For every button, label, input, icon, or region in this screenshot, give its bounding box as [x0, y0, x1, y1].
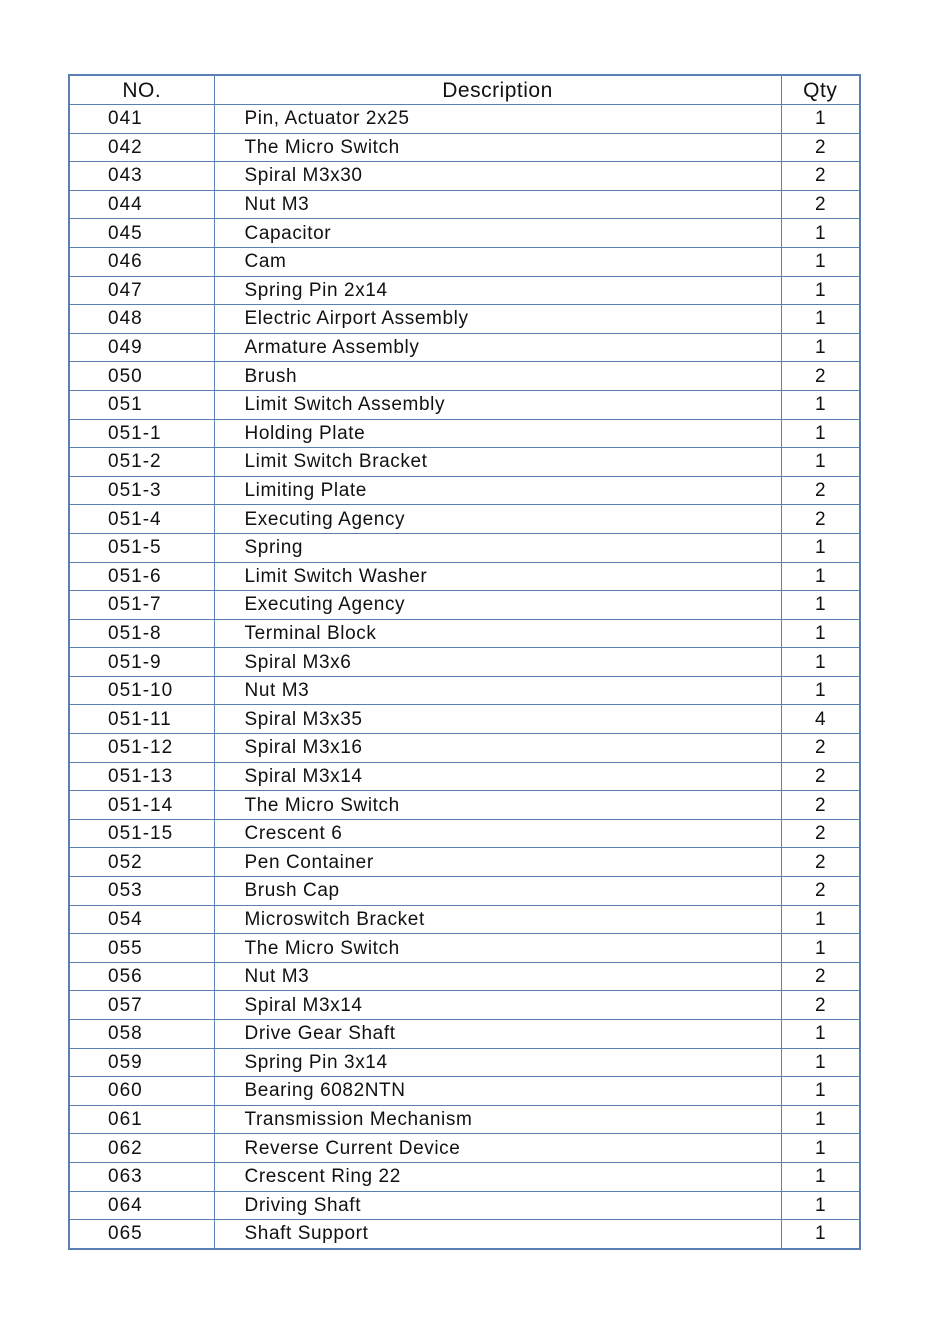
table-row: [69, 533, 860, 562]
description-cell: The Micro Switch: [214, 934, 781, 963]
qty-cell: 1: [781, 1077, 860, 1106]
qty-cell: 2: [781, 991, 860, 1020]
qty-cell: 1: [781, 591, 860, 620]
qty-cell: 1: [781, 333, 860, 362]
part-number-cell: 051-11: [69, 705, 214, 734]
description-cell: Pin, Actuator 2x25: [214, 105, 781, 134]
table-row: [69, 1220, 860, 1249]
description-cell: Reverse Current Device: [214, 1134, 781, 1163]
table-row: [69, 962, 860, 991]
table-row: [69, 448, 860, 477]
qty-cell: 1: [781, 448, 860, 477]
description-cell: Spring Pin 3x14: [214, 1048, 781, 1077]
description-cell: Holding Plate: [214, 419, 781, 448]
description-cell: Spiral M3x6: [214, 648, 781, 677]
qty-cell: 1: [781, 219, 860, 248]
table-row: [69, 362, 860, 391]
description-cell: Terminal Block: [214, 619, 781, 648]
description-cell: Executing Agency: [214, 591, 781, 620]
part-number-cell: 055: [69, 934, 214, 963]
table-row: [69, 1105, 860, 1134]
description-cell: Cam: [214, 247, 781, 276]
part-number-cell: 051-6: [69, 562, 214, 591]
table-row: [69, 562, 860, 591]
parts-list-table: [68, 74, 861, 1250]
table-row: [69, 819, 860, 848]
part-number-cell: 059: [69, 1048, 214, 1077]
table-row: [69, 591, 860, 620]
part-number-cell: 051-5: [69, 533, 214, 562]
qty-cell: 1: [781, 390, 860, 419]
description-cell: Drive Gear Shaft: [214, 1020, 781, 1049]
qty-cell: 2: [781, 162, 860, 191]
table-row: [69, 734, 860, 763]
part-number-cell: 057: [69, 991, 214, 1020]
qty-cell: 1: [781, 1048, 860, 1077]
part-number-cell: 051-9: [69, 648, 214, 677]
description-cell: The Micro Switch: [214, 133, 781, 162]
part-number-cell: 051-8: [69, 619, 214, 648]
description-cell: Spiral M3x14: [214, 762, 781, 791]
description-cell: Nut M3: [214, 676, 781, 705]
header-row: [69, 75, 860, 105]
description-cell: Bearing 6082NTN: [214, 1077, 781, 1106]
qty-cell: 1: [781, 533, 860, 562]
part-number-cell: 064: [69, 1191, 214, 1220]
qty-cell: 2: [781, 190, 860, 219]
table-row: [69, 1134, 860, 1163]
description-cell: Armature Assembly: [214, 333, 781, 362]
table-row: [69, 1020, 860, 1049]
description-cell: Spring Pin 2x14: [214, 276, 781, 305]
description-cell: Brush: [214, 362, 781, 391]
part-number-cell: 051-3: [69, 476, 214, 505]
table-row: [69, 1191, 860, 1220]
table-row: [69, 905, 860, 934]
part-number-cell: 051-2: [69, 448, 214, 477]
table-row: [69, 676, 860, 705]
table-row: [69, 419, 860, 448]
qty-cell: 2: [781, 505, 860, 534]
table-row: [69, 991, 860, 1020]
description-cell: Crescent 6: [214, 819, 781, 848]
part-number-cell: 051-10: [69, 676, 214, 705]
qty-cell: 2: [781, 877, 860, 906]
part-number-cell: 062: [69, 1134, 214, 1163]
part-number-cell: 051-4: [69, 505, 214, 534]
part-number-cell: 051-15: [69, 819, 214, 848]
table-row: [69, 505, 860, 534]
description-cell: Shaft Support: [214, 1220, 781, 1249]
description-cell: Capacitor: [214, 219, 781, 248]
table-body: [69, 105, 860, 1249]
table-row: [69, 333, 860, 362]
description-cell: Crescent Ring 22: [214, 1162, 781, 1191]
table-row: [69, 705, 860, 734]
table-row: [69, 877, 860, 906]
qty-cell: 1: [781, 1220, 860, 1249]
table-row: [69, 390, 860, 419]
qty-cell: 2: [781, 734, 860, 763]
description-cell: Nut M3: [214, 962, 781, 991]
description-cell: Spiral M3x14: [214, 991, 781, 1020]
header-description: Description: [214, 75, 781, 105]
table-row: [69, 1048, 860, 1077]
description-cell: Limit Switch Bracket: [214, 448, 781, 477]
qty-cell: 1: [781, 619, 860, 648]
part-number-cell: 051: [69, 390, 214, 419]
part-number-cell: 051-1: [69, 419, 214, 448]
qty-cell: 1: [781, 905, 860, 934]
qty-cell: 1: [781, 934, 860, 963]
part-number-cell: 058: [69, 1020, 214, 1049]
table-row: [69, 276, 860, 305]
part-number-cell: 046: [69, 247, 214, 276]
part-number-cell: 054: [69, 905, 214, 934]
table-row: [69, 619, 860, 648]
part-number-cell: 056: [69, 962, 214, 991]
description-cell: Spiral M3x16: [214, 734, 781, 763]
table-row: [69, 162, 860, 191]
qty-cell: 1: [781, 1134, 860, 1163]
part-number-cell: 051-7: [69, 591, 214, 620]
table-row: [69, 648, 860, 677]
qty-cell: 4: [781, 705, 860, 734]
part-number-cell: 043: [69, 162, 214, 191]
part-number-cell: 049: [69, 333, 214, 362]
table-header: [69, 75, 860, 105]
qty-cell: 1: [781, 676, 860, 705]
header-no: NO.: [69, 75, 214, 105]
part-number-cell: 051-12: [69, 734, 214, 763]
qty-cell: 1: [781, 247, 860, 276]
qty-cell: 2: [781, 762, 860, 791]
part-number-cell: 065: [69, 1220, 214, 1249]
qty-cell: 1: [781, 276, 860, 305]
part-number-cell: 047: [69, 276, 214, 305]
description-cell: Limiting Plate: [214, 476, 781, 505]
part-number-cell: 061: [69, 1105, 214, 1134]
qty-cell: 1: [781, 419, 860, 448]
qty-cell: 1: [781, 305, 860, 334]
part-number-cell: 045: [69, 219, 214, 248]
description-cell: Transmission Mechanism: [214, 1105, 781, 1134]
header-qty: Qty: [781, 75, 860, 105]
part-number-cell: 060: [69, 1077, 214, 1106]
part-number-cell: 053: [69, 877, 214, 906]
qty-cell: 2: [781, 791, 860, 820]
table-row: [69, 1077, 860, 1106]
table-row: [69, 791, 860, 820]
description-cell: Driving Shaft: [214, 1191, 781, 1220]
part-number-cell: 051-13: [69, 762, 214, 791]
qty-cell: 2: [781, 819, 860, 848]
part-number-cell: 063: [69, 1162, 214, 1191]
table-row: [69, 934, 860, 963]
part-number-cell: 048: [69, 305, 214, 334]
table-row: [69, 1162, 860, 1191]
qty-cell: 2: [781, 362, 860, 391]
table-row: [69, 219, 860, 248]
description-cell: Electric Airport Assembly: [214, 305, 781, 334]
qty-cell: 2: [781, 962, 860, 991]
qty-cell: 2: [781, 133, 860, 162]
part-number-cell: 042: [69, 133, 214, 162]
part-number-cell: 044: [69, 190, 214, 219]
qty-cell: 1: [781, 562, 860, 591]
qty-cell: 1: [781, 1020, 860, 1049]
description-cell: Executing Agency: [214, 505, 781, 534]
table-row: [69, 133, 860, 162]
part-number-cell: 041: [69, 105, 214, 134]
table-row: [69, 762, 860, 791]
description-cell: Brush Cap: [214, 877, 781, 906]
description-cell: Spiral M3x30: [214, 162, 781, 191]
table-row: [69, 105, 860, 134]
description-cell: Limit Switch Assembly: [214, 390, 781, 419]
qty-cell: 2: [781, 848, 860, 877]
part-number-cell: 051-14: [69, 791, 214, 820]
description-cell: Nut M3: [214, 190, 781, 219]
part-number-cell: 050: [69, 362, 214, 391]
table-row: [69, 476, 860, 505]
qty-cell: 1: [781, 648, 860, 677]
table-row: [69, 247, 860, 276]
table-row: [69, 848, 860, 877]
qty-cell: 1: [781, 1105, 860, 1134]
part-number-cell: 052: [69, 848, 214, 877]
description-cell: Microswitch Bracket: [214, 905, 781, 934]
qty-cell: 1: [781, 1162, 860, 1191]
qty-cell: 1: [781, 105, 860, 134]
description-cell: The Micro Switch: [214, 791, 781, 820]
description-cell: Pen Container: [214, 848, 781, 877]
description-cell: Spring: [214, 533, 781, 562]
qty-cell: 1: [781, 1191, 860, 1220]
description-cell: Limit Switch Washer: [214, 562, 781, 591]
table-row: [69, 305, 860, 334]
qty-cell: 2: [781, 476, 860, 505]
table-row: [69, 190, 860, 219]
description-cell: Spiral M3x35: [214, 705, 781, 734]
